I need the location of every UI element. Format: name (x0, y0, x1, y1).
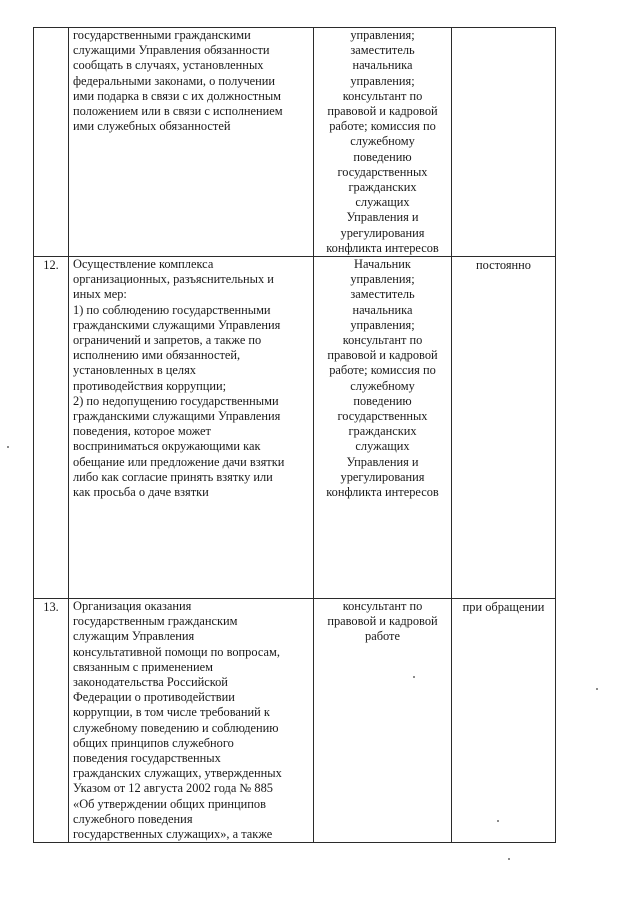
action-text-line: либо как согласие принять взятку или (73, 469, 273, 484)
responsible-text-line: консультант по (342, 88, 423, 103)
responsible-text-line: Управления и (346, 210, 419, 225)
term-text (452, 28, 555, 29)
responsible-text-line: государственных (337, 409, 428, 424)
term-cell (452, 599, 556, 843)
action-text-line: служебному поведению и соблюдению (73, 720, 279, 735)
action-text-line: организационных, разъяснительных и (73, 272, 274, 287)
responsible-text-line: заместитель (350, 43, 415, 58)
action-text-line: Указом от 12 августа 2002 года № 885 (73, 781, 273, 796)
action-text-line: сообщать в случаях, установленных (73, 58, 264, 73)
responsible-text-line: управления; (350, 272, 415, 287)
responsible-text-line: гражданских (348, 180, 417, 195)
action-text-line: консультативной помощи по вопросам, (73, 644, 280, 659)
action-text-line: ими служебных обязанностей (73, 119, 231, 134)
scan-speck (7, 446, 9, 448)
table-row (34, 28, 556, 257)
term-cell (452, 257, 556, 599)
responsible-text-line: поведению (353, 393, 412, 408)
term-cell (452, 28, 556, 257)
responsible-text-line: работе; комиссия по (329, 119, 436, 134)
action-text-line: коррупции, в том числе требований к (73, 705, 270, 720)
action-text-line: 2) по недопущению государственными (73, 393, 279, 408)
responsible-text-line: служебному (350, 134, 415, 149)
row-number-cell (34, 28, 69, 257)
responsible-text-line: работе; комиссия по (329, 363, 436, 378)
term-text: при обращении (462, 600, 545, 615)
action-text-line: государственных служащих», а также (73, 827, 273, 842)
action-cell (69, 599, 314, 843)
responsible-cell (314, 599, 452, 843)
responsible-text-line: управления; (350, 73, 415, 88)
responsible-text-line: служащих (355, 195, 410, 210)
action-text-line: «Об утверждении общих принципов (73, 796, 266, 811)
responsible-text-line: начальника (352, 302, 413, 317)
responsible-text-line: управления; (350, 28, 415, 42)
responsible-text-line: служащих (355, 439, 410, 454)
row-number-cell (34, 257, 69, 599)
action-text-line: гражданскими служащими Управления (73, 317, 281, 332)
scan-speck (497, 820, 499, 822)
action-text-line: Федерации о противодействии (73, 690, 235, 705)
action-cell (69, 28, 314, 257)
action-text-line: положением или в связи с исполнением (73, 104, 283, 119)
action-text-line: федеральными законами, о получении (73, 73, 276, 88)
action-text-line: обещание или предложение дачи взятки (73, 454, 285, 469)
action-text-line: Осуществление комплекса (73, 257, 214, 272)
action-text-line: как просьба о даче взятки (73, 485, 209, 500)
action-cell (69, 257, 314, 599)
action-text-line: общих принципов служебного (73, 735, 234, 750)
row-number-cell (34, 599, 69, 843)
row-number (34, 28, 68, 29)
measures-table (33, 27, 556, 843)
action-text-line: служащими Управления обязанности (73, 43, 270, 58)
responsible-text-line: государственных (337, 164, 428, 179)
responsible-text-line: гражданских (348, 424, 417, 439)
responsible-text-line: правовой и кадровой (327, 348, 438, 363)
table-row (34, 599, 556, 843)
action-text-line: поведения государственных (73, 751, 221, 766)
responsible-text-line: конфликта интересов (326, 240, 439, 255)
action-text-line: 1) по соблюдению государственными (73, 302, 271, 317)
responsible-text-line: консультант по (342, 333, 423, 348)
row-number: 12. (43, 258, 59, 273)
responsible-cell (314, 28, 452, 257)
action-text-line: гражданскими служащими Управления (73, 409, 281, 424)
action-text-line: государственным гражданским (73, 614, 238, 629)
responsible-text-line: работе (365, 629, 400, 644)
action-text-line: государственными гражданскими (73, 28, 251, 42)
action-text-line: гражданских служащих, утвержденных (73, 766, 282, 781)
action-text-line: установленных в целях (73, 363, 196, 378)
action-text-line: иных мер: (73, 287, 127, 302)
action-text-line: служебного поведения (73, 811, 193, 826)
scan-speck (596, 688, 598, 690)
responsible-cell (314, 257, 452, 599)
responsible-text-line: урегулирования (340, 469, 425, 484)
responsible-text-line: конфликта интересов (326, 485, 439, 500)
responsible-text-line: урегулирования (340, 225, 425, 240)
action-text-line: ими подарка в связи с их должностным (73, 88, 282, 103)
scan-speck (508, 858, 510, 860)
responsible-text-line: консультант по (342, 599, 423, 614)
responsible-text-line: Управления и (346, 454, 419, 469)
scan-speck (413, 676, 415, 678)
responsible-text-line: поведению (353, 149, 412, 164)
responsible-text-line: заместитель (350, 287, 415, 302)
action-text-line: восприниматься окружающими как (73, 439, 261, 454)
action-text-line: исполнению ими обязанностей, (73, 348, 241, 363)
table-row (34, 257, 556, 599)
action-text-line: связанным с применением (73, 659, 213, 674)
responsible-text-line: Начальник (354, 257, 411, 272)
term-text: постоянно (475, 258, 531, 273)
responsible-text-line: правовой и кадровой (327, 104, 438, 119)
action-text-line: противодействия коррупции; (73, 378, 227, 393)
responsible-text-line: начальника (352, 58, 413, 73)
responsible-text-line: служебному (350, 378, 415, 393)
action-text-line: законодательства Российской (73, 675, 228, 690)
row-number: 13. (43, 600, 59, 615)
responsible-text-line: управления; (350, 317, 415, 332)
action-text-line: ограничений и запретов, а также по (73, 333, 262, 348)
action-text-line: Организация оказания (73, 599, 192, 614)
responsible-text-line: правовой и кадровой (327, 614, 438, 629)
action-text-line: служащим Управления (73, 629, 195, 644)
action-text-line: поведения, которое может (73, 424, 211, 439)
